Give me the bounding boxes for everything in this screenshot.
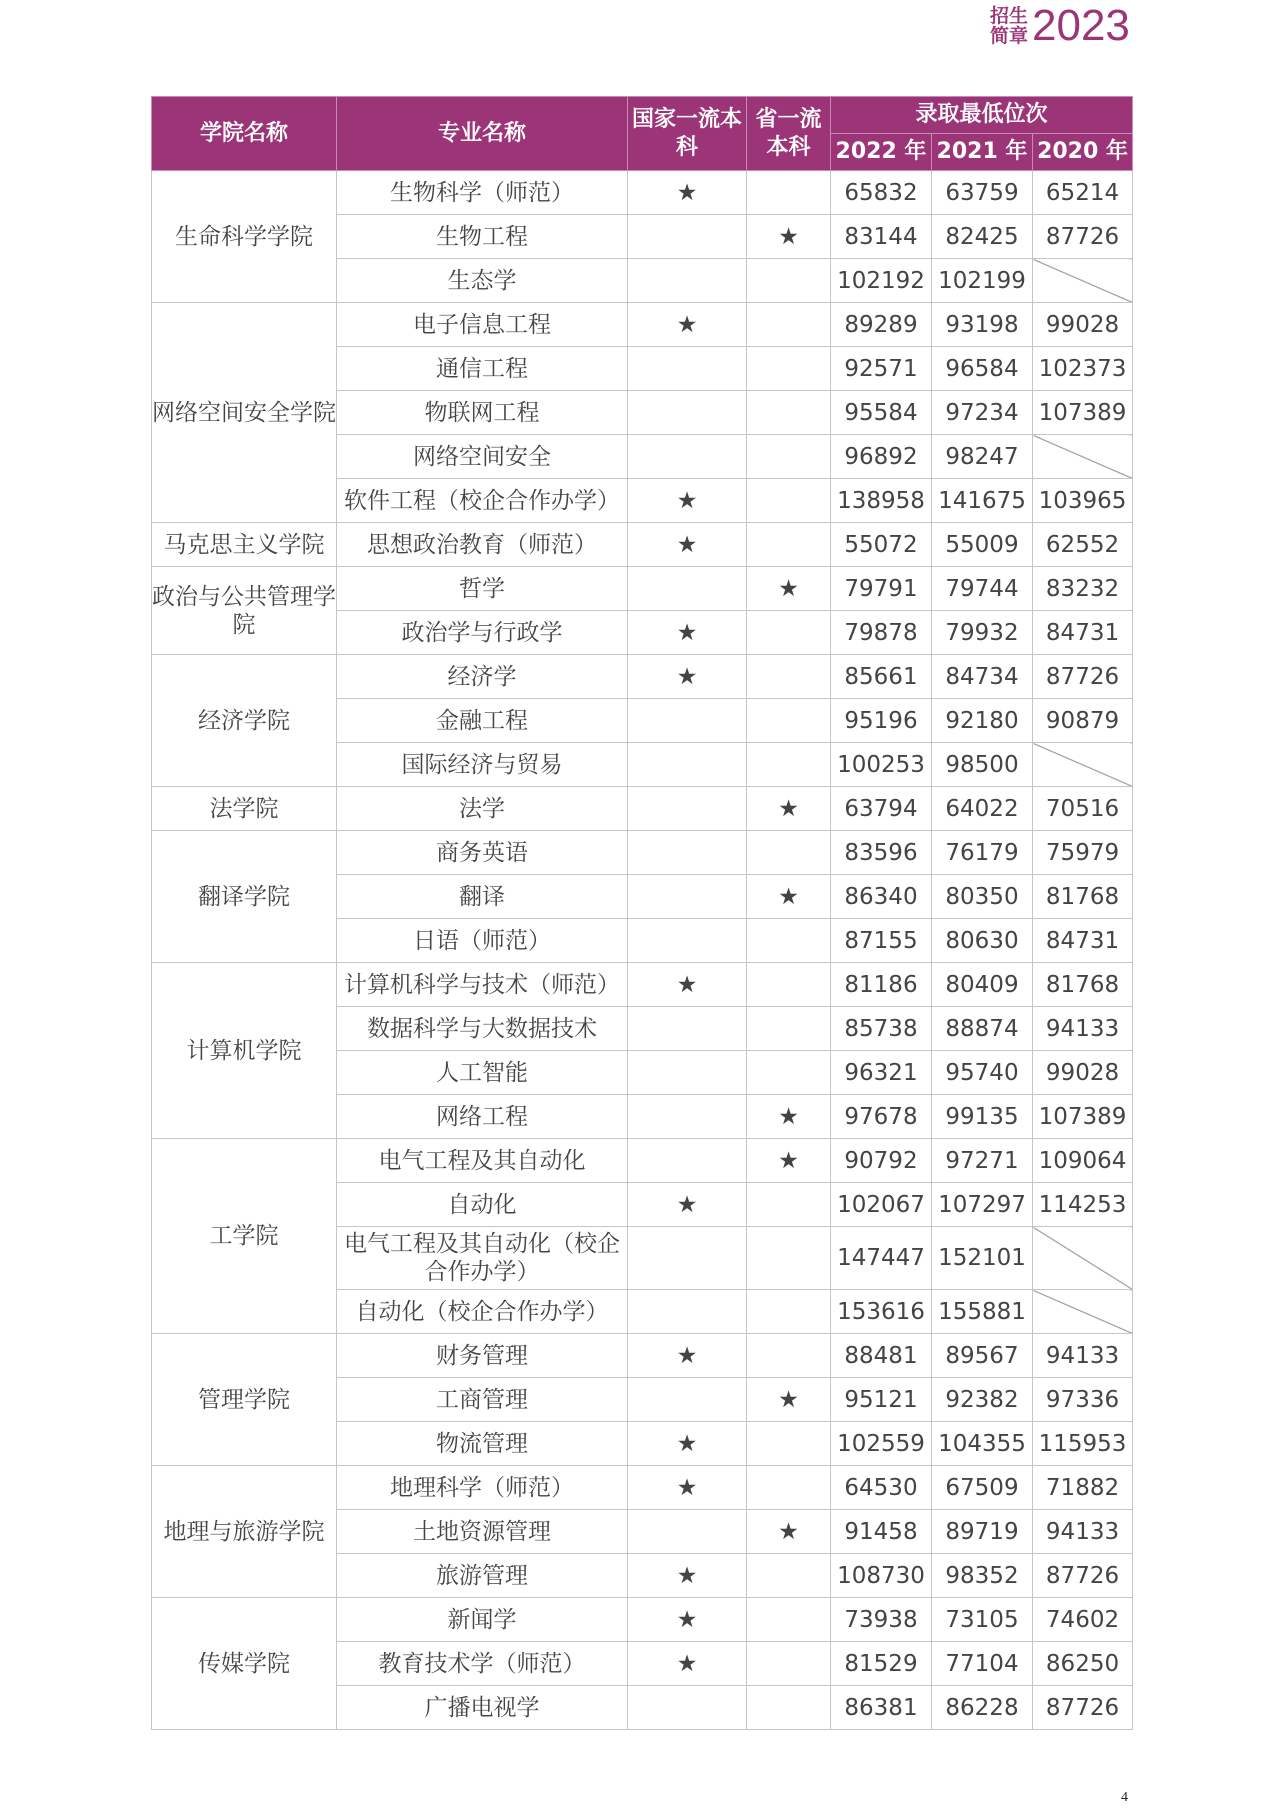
- rank-2020: 97336: [1033, 1378, 1133, 1422]
- table-row: [152, 171, 1133, 215]
- rank-2022: 63794: [831, 787, 932, 831]
- national-first-class-mark: [628, 391, 747, 435]
- rank-2021: 107297: [932, 1183, 1033, 1227]
- provincial-first-class-mark: [747, 1051, 831, 1095]
- rank-2022: 102192: [831, 259, 932, 303]
- major-name: 人工智能: [337, 1051, 628, 1095]
- rank-2020: 87726: [1033, 1686, 1133, 1730]
- major-name: 政治学与行政学: [337, 611, 628, 655]
- national-first-class-star-icon: ★: [628, 1183, 747, 1227]
- provincial-first-class-mark: [747, 259, 831, 303]
- provincial-first-class-mark: [747, 655, 831, 699]
- header-min-rank: 录取最低位次: [831, 97, 1133, 134]
- rank-2020: 114253: [1033, 1183, 1133, 1227]
- rank-2020: 81768: [1033, 963, 1133, 1007]
- rank-2021: 155881: [932, 1290, 1033, 1334]
- provincial-first-class-mark: [747, 435, 831, 479]
- major-name: 日语（师范）: [337, 919, 628, 963]
- rank-2022: 92571: [831, 347, 932, 391]
- rank-2022: 88481: [831, 1334, 932, 1378]
- rank-2022: 89289: [831, 303, 932, 347]
- rank-2020: 94133: [1033, 1510, 1133, 1554]
- rank-2021: 98352: [932, 1554, 1033, 1598]
- national-first-class-mark: [628, 743, 747, 787]
- national-first-class-star-icon: ★: [628, 303, 747, 347]
- provincial-first-class-mark: [747, 963, 831, 1007]
- rank-2020: 87726: [1033, 655, 1133, 699]
- provincial-first-class-mark: [747, 1334, 831, 1378]
- rank-2022: 85738: [831, 1007, 932, 1051]
- rank-2022: 73938: [831, 1598, 932, 1642]
- rank-2022: 85661: [831, 655, 932, 699]
- rank-2022: 95196: [831, 699, 932, 743]
- rank-2021: 89567: [932, 1334, 1033, 1378]
- provincial-first-class-mark: [747, 1007, 831, 1051]
- header-year-2020: 2020 年: [1033, 134, 1133, 171]
- rank-2021: 55009: [932, 523, 1033, 567]
- rank-2020: 87726: [1033, 215, 1133, 259]
- rank-2021: 82425: [932, 215, 1033, 259]
- national-first-class-mark: [628, 215, 747, 259]
- major-name: 翻译: [337, 875, 628, 919]
- rank-2022: 95584: [831, 391, 932, 435]
- rank-2022: 86381: [831, 1686, 932, 1730]
- rank-2020: 109064: [1033, 1139, 1133, 1183]
- rank-2021: 92382: [932, 1378, 1033, 1422]
- national-first-class-star-icon: ★: [628, 1598, 747, 1642]
- rank-2020: 81768: [1033, 875, 1133, 919]
- rank-2022: 87155: [831, 919, 932, 963]
- major-name: 计算机科学与技术（师范）: [337, 963, 628, 1007]
- provincial-first-class-mark: [747, 611, 831, 655]
- rank-2022: 65832: [831, 171, 932, 215]
- provincial-first-class-mark: [747, 347, 831, 391]
- major-name: 教育技术学（师范）: [337, 1642, 628, 1686]
- rank-2020: 115953: [1033, 1422, 1133, 1466]
- major-name: 工商管理: [337, 1378, 628, 1422]
- rank-2021: 79932: [932, 611, 1033, 655]
- provincial-first-class-mark: [747, 1554, 831, 1598]
- national-first-class-star-icon: ★: [628, 1422, 747, 1466]
- national-first-class-mark: [628, 1007, 747, 1051]
- rank-2021: 73105: [932, 1598, 1033, 1642]
- rank-2022: 81529: [831, 1642, 932, 1686]
- rank-not-available: [1033, 259, 1133, 303]
- table-body: [152, 171, 1133, 1730]
- major-name: 物流管理: [337, 1422, 628, 1466]
- rank-2022: 102559: [831, 1422, 932, 1466]
- table-row: [152, 787, 1133, 831]
- rank-2020: 102373: [1033, 347, 1133, 391]
- national-first-class-star-icon: ★: [628, 655, 747, 699]
- rank-2021: 63759: [932, 171, 1033, 215]
- national-first-class-mark: [628, 831, 747, 875]
- national-first-class-mark: [628, 435, 747, 479]
- major-name: 网络空间安全: [337, 435, 628, 479]
- major-name: 软件工程（校企合作办学）: [337, 479, 628, 523]
- major-name: 法学: [337, 787, 628, 831]
- rank-2020: 87726: [1033, 1554, 1133, 1598]
- college-name: 翻译学院: [152, 831, 337, 963]
- rank-2022: 90792: [831, 1139, 932, 1183]
- provincial-first-class-mark: [747, 699, 831, 743]
- national-first-class-mark: [628, 875, 747, 919]
- national-first-class-mark: [628, 347, 747, 391]
- rank-2021: 97234: [932, 391, 1033, 435]
- major-name: 网络工程: [337, 1095, 628, 1139]
- provincial-first-class-mark: [747, 523, 831, 567]
- rank-2021: 93198: [932, 303, 1033, 347]
- provincial-first-class-mark: [747, 1642, 831, 1686]
- national-first-class-mark: [628, 787, 747, 831]
- rank-2022: 108730: [831, 1554, 932, 1598]
- rank-2022: 100253: [831, 743, 932, 787]
- rank-2021: 92180: [932, 699, 1033, 743]
- rank-2021: 141675: [932, 479, 1033, 523]
- provincial-first-class-mark: [747, 479, 831, 523]
- college-name: 地理与旅游学院: [152, 1466, 337, 1598]
- college-name: 生命科学学院: [152, 171, 337, 303]
- rank-2020: 99028: [1033, 303, 1133, 347]
- major-name: 电气工程及其自动化: [337, 1139, 628, 1183]
- rank-2020: 74602: [1033, 1598, 1133, 1642]
- major-name: 地理科学（师范）: [337, 1466, 628, 1510]
- major-name: 自动化: [337, 1183, 628, 1227]
- rank-2022: 96892: [831, 435, 932, 479]
- rank-2022: 83144: [831, 215, 932, 259]
- major-name: 商务英语: [337, 831, 628, 875]
- rank-2022: 102067: [831, 1183, 932, 1227]
- college-name: 经济学院: [152, 655, 337, 787]
- major-name: 通信工程: [337, 347, 628, 391]
- rank-2022: 64530: [831, 1466, 932, 1510]
- rank-2021: 80630: [932, 919, 1033, 963]
- rank-2021: 64022: [932, 787, 1033, 831]
- rank-2020: 62552: [1033, 523, 1133, 567]
- rank-2020: 84731: [1033, 919, 1133, 963]
- provincial-first-class-mark: [747, 919, 831, 963]
- table-row: [152, 831, 1133, 875]
- rank-2020: 71882: [1033, 1466, 1133, 1510]
- provincial-first-class-star-icon: ★: [747, 1510, 831, 1554]
- table-row: [152, 1598, 1133, 1642]
- rank-2021: 77104: [932, 1642, 1033, 1686]
- rank-not-available: [1033, 1227, 1133, 1290]
- major-name: 生物工程: [337, 215, 628, 259]
- college-name: 工学院: [152, 1139, 337, 1334]
- header-college: 学院名称: [152, 97, 337, 171]
- rank-2020: 83232: [1033, 567, 1133, 611]
- national-first-class-star-icon: ★: [628, 1334, 747, 1378]
- table-row: [152, 567, 1133, 611]
- major-name: 财务管理: [337, 1334, 628, 1378]
- provincial-first-class-mark: [747, 1598, 831, 1642]
- national-first-class-star-icon: ★: [628, 611, 747, 655]
- national-first-class-mark: [628, 1510, 747, 1554]
- rank-2020: 94133: [1033, 1007, 1133, 1051]
- provincial-first-class-star-icon: ★: [747, 787, 831, 831]
- provincial-first-class-mark: [747, 391, 831, 435]
- national-first-class-star-icon: ★: [628, 1642, 747, 1686]
- national-first-class-star-icon: ★: [628, 523, 747, 567]
- national-first-class-mark: [628, 1290, 747, 1334]
- rank-2021: 99135: [932, 1095, 1033, 1139]
- rank-not-available: [1033, 435, 1133, 479]
- rank-2020: 90879: [1033, 699, 1133, 743]
- national-first-class-mark: [628, 259, 747, 303]
- college-name: 管理学院: [152, 1334, 337, 1466]
- rank-2021: 98500: [932, 743, 1033, 787]
- provincial-first-class-mark: [747, 1183, 831, 1227]
- brand-year: 2023: [1032, 1, 1130, 50]
- rank-2021: 102199: [932, 259, 1033, 303]
- provincial-first-class-star-icon: ★: [747, 1139, 831, 1183]
- table-row: [152, 303, 1133, 347]
- header-major: 专业名称: [337, 97, 628, 171]
- major-name: 哲学: [337, 567, 628, 611]
- rank-2021: 86228: [932, 1686, 1033, 1730]
- major-name: 金融工程: [337, 699, 628, 743]
- national-first-class-star-icon: ★: [628, 1466, 747, 1510]
- provincial-first-class-mark: [747, 1422, 831, 1466]
- rank-2020: 99028: [1033, 1051, 1133, 1095]
- major-name: 生物科学（师范）: [337, 171, 628, 215]
- major-name: 旅游管理: [337, 1554, 628, 1598]
- rank-2020: 103965: [1033, 479, 1133, 523]
- rank-2021: 96584: [932, 347, 1033, 391]
- rank-2020: 84731: [1033, 611, 1133, 655]
- rank-2021: 88874: [932, 1007, 1033, 1051]
- college-name: 马克思主义学院: [152, 523, 337, 567]
- provincial-first-class-mark: [747, 171, 831, 215]
- national-first-class-star-icon: ★: [628, 479, 747, 523]
- college-name: 计算机学院: [152, 963, 337, 1139]
- national-first-class-mark: [628, 1139, 747, 1183]
- rank-2021: 80350: [932, 875, 1033, 919]
- rank-2021: 97271: [932, 1139, 1033, 1183]
- major-name: 数据科学与大数据技术: [337, 1007, 628, 1051]
- rank-2022: 79791: [831, 567, 932, 611]
- provincial-first-class-star-icon: ★: [747, 1378, 831, 1422]
- rank-not-available: [1033, 743, 1133, 787]
- table-row: [152, 1334, 1133, 1378]
- rank-2022: 97678: [831, 1095, 932, 1139]
- national-first-class-mark: [628, 919, 747, 963]
- major-name: 自动化（校企合作办学）: [337, 1290, 628, 1334]
- rank-2021: 98247: [932, 435, 1033, 479]
- header-national-first-class: 国家一流本科: [628, 97, 747, 171]
- rank-2022: 91458: [831, 1510, 932, 1554]
- rank-2021: 152101: [932, 1227, 1033, 1290]
- major-name: 思想政治教育（师范）: [337, 523, 628, 567]
- table-row: [152, 1139, 1133, 1183]
- national-first-class-star-icon: ★: [628, 171, 747, 215]
- rank-2021: 89719: [932, 1510, 1033, 1554]
- major-name: 电子信息工程: [337, 303, 628, 347]
- provincial-first-class-star-icon: ★: [747, 875, 831, 919]
- major-name: 生态学: [337, 259, 628, 303]
- header-year-2022: 2022 年: [831, 134, 932, 171]
- brochure-brand: [990, 1, 1130, 50]
- major-name: 经济学: [337, 655, 628, 699]
- college-name: 网络空间安全学院: [152, 303, 337, 523]
- rank-2020: 65214: [1033, 171, 1133, 215]
- rank-2022: 55072: [831, 523, 932, 567]
- rank-2020: 70516: [1033, 787, 1133, 831]
- brand-text: [990, 6, 1028, 46]
- major-name: 电气工程及其自动化（校企合作办学）: [337, 1227, 628, 1290]
- table-row: [152, 523, 1133, 567]
- national-first-class-mark: [628, 1378, 747, 1422]
- rank-2020: 75979: [1033, 831, 1133, 875]
- header-year-2021: 2021 年: [932, 134, 1033, 171]
- rank-2021: 80409: [932, 963, 1033, 1007]
- major-name: 新闻学: [337, 1598, 628, 1642]
- provincial-first-class-mark: [747, 303, 831, 347]
- table-row: [152, 1466, 1133, 1510]
- rank-2021: 76179: [932, 831, 1033, 875]
- rank-not-available: [1033, 1290, 1133, 1334]
- provincial-first-class-mark: [747, 1227, 831, 1290]
- rank-2020: 86250: [1033, 1642, 1133, 1686]
- major-name: 国际经济与贸易: [337, 743, 628, 787]
- rank-2021: 104355: [932, 1422, 1033, 1466]
- national-first-class-mark: [628, 1686, 747, 1730]
- rank-2022: 83596: [831, 831, 932, 875]
- header-provincial-first-class: 省一流本科: [747, 97, 831, 171]
- national-first-class-mark: [628, 1227, 747, 1290]
- brand-line-2: 简章: [990, 25, 1029, 47]
- provincial-first-class-star-icon: ★: [747, 1095, 831, 1139]
- table-row: [152, 963, 1133, 1007]
- rank-2022: 86340: [831, 875, 932, 919]
- rank-2022: 81186: [831, 963, 932, 1007]
- rank-2021: 67509: [932, 1466, 1033, 1510]
- page-number: 4: [1121, 1790, 1128, 1805]
- rank-2020: 107389: [1033, 391, 1133, 435]
- brand-line-1: 招生: [990, 5, 1029, 27]
- rank-2021: 79744: [932, 567, 1033, 611]
- rank-2021: 84734: [932, 655, 1033, 699]
- provincial-first-class-mark: [747, 743, 831, 787]
- national-first-class-star-icon: ★: [628, 963, 747, 1007]
- rank-2022: 79878: [831, 611, 932, 655]
- college-name: 政治与公共管理学院: [152, 567, 337, 655]
- national-first-class-mark: [628, 699, 747, 743]
- college-name: 传媒学院: [152, 1598, 337, 1730]
- national-first-class-mark: [628, 1095, 747, 1139]
- table-row: [152, 655, 1133, 699]
- national-first-class-star-icon: ★: [628, 1554, 747, 1598]
- national-first-class-mark: [628, 1051, 747, 1095]
- rank-2022: 153616: [831, 1290, 932, 1334]
- rank-2020: 94133: [1033, 1334, 1133, 1378]
- rank-2022: 147447: [831, 1227, 932, 1290]
- rank-2021: 95740: [932, 1051, 1033, 1095]
- major-name: 土地资源管理: [337, 1510, 628, 1554]
- admission-rank-table: [151, 96, 1133, 1730]
- major-name: 物联网工程: [337, 391, 628, 435]
- college-name: 法学院: [152, 787, 337, 831]
- rank-2022: 95121: [831, 1378, 932, 1422]
- provincial-first-class-mark: [747, 1290, 831, 1334]
- provincial-first-class-mark: [747, 831, 831, 875]
- provincial-first-class-star-icon: ★: [747, 215, 831, 259]
- provincial-first-class-mark: [747, 1686, 831, 1730]
- national-first-class-mark: [628, 567, 747, 611]
- rank-2020: 107389: [1033, 1095, 1133, 1139]
- rank-2022: 96321: [831, 1051, 932, 1095]
- major-name: 广播电视学: [337, 1686, 628, 1730]
- provincial-first-class-mark: [747, 1466, 831, 1510]
- provincial-first-class-star-icon: ★: [747, 567, 831, 611]
- rank-2022: 138958: [831, 479, 932, 523]
